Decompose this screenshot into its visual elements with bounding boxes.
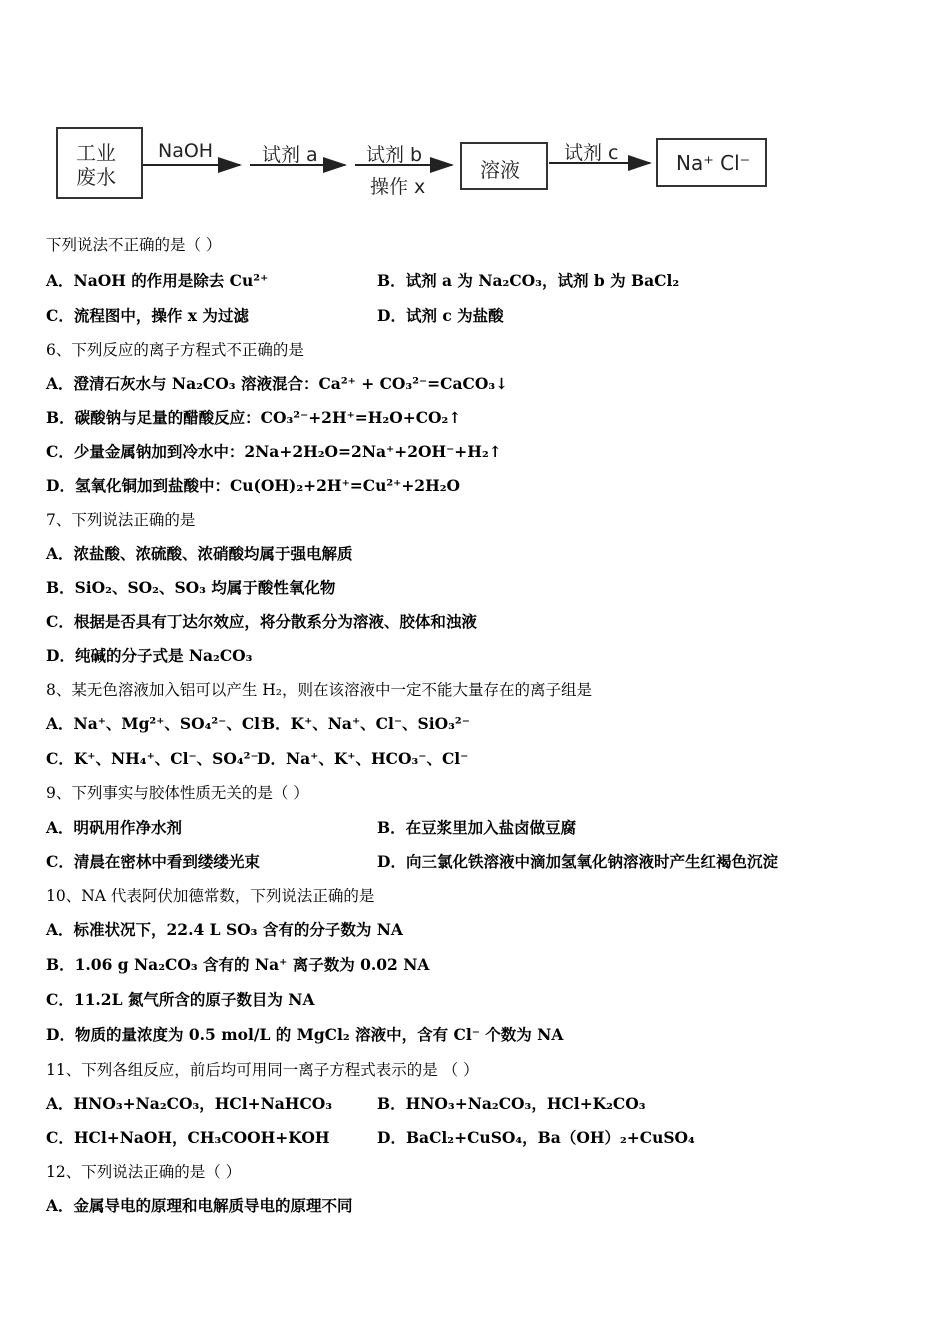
q10-stem: 10、NA 代表阿伏加德常数，下列说法正确的是 xyxy=(46,887,375,905)
q9-option-a: A．明矾用作净水剂 xyxy=(46,818,183,837)
q11-stem: 11、下列各组反应，前后均可用同一离子方程式表示的是 （ ） xyxy=(46,1061,479,1079)
q5-stem: 下列说法不正确的是（ ） xyxy=(46,236,222,254)
q8-stem: 8、某无色溶液加入铝可以产生 H₂，则在该溶液中一定不能大量存在的离子组是 xyxy=(46,681,593,699)
q9-option-b: B．在豆浆里加入盐卤做豆腐 xyxy=(377,818,577,837)
q8-option-d: D．Na⁺、K⁺、HCO₃⁻、Cl⁻ xyxy=(257,749,469,768)
q7-stem: 7、下列说法正确的是 xyxy=(46,511,196,529)
q8-option-c: C．K⁺、NH₄⁺、Cl⁻、SO₄²⁻ xyxy=(46,749,259,768)
q5-option-b: B．试剂 a 为 Na₂CO₃，试剂 b 为 BaCl₂ xyxy=(377,271,680,290)
q7-option-a: A．浓盐酸、浓硫酸、浓硝酸均属于强电解质 xyxy=(46,544,353,563)
q6-stem: 6、下列反应的离子方程式不正确的是 xyxy=(46,341,304,359)
q11-option-c: C．HCl+NaOH，CH₃COOH+KOH xyxy=(46,1128,330,1147)
q6-option-c: C．少量金属钠加到冷水中：2Na+2H₂O=2Na⁺+2OH⁻+H₂↑ xyxy=(46,442,502,461)
label-reagent-c: 试剂 c xyxy=(564,142,619,164)
q11-option-d: D．BaCl₂+CuSO₄，Ba（OH）₂+CuSO₄ xyxy=(377,1128,695,1147)
q12-option-a: A．金属导电的原理和电解质导电的原理不同 xyxy=(46,1196,353,1215)
box-product xyxy=(656,138,767,187)
box-solution xyxy=(460,142,548,190)
q6-option-b: B．碳酸钠与足量的醋酸反应：CO₃²⁻+2H⁺=H₂O+CO₂↑ xyxy=(46,408,462,427)
box-wastewater-label: 废水 xyxy=(76,165,116,189)
q6-option-d: D．氢氧化铜加到盐酸中：Cu(OH)₂+2H⁺=Cu²⁺+2H₂O xyxy=(46,476,461,495)
q7-option-d: D．纯碱的分子式是 Na₂CO₃ xyxy=(46,646,253,665)
process-flowchart xyxy=(0,0,950,230)
q9-option-c: C．清晨在密林中看到缕缕光束 xyxy=(46,852,260,871)
q9-stem: 9、下列事实与胶体性质无关的是（ ） xyxy=(46,784,309,802)
q5-option-a: A．NaOH 的作用是除去 Cu²⁺ xyxy=(46,271,269,290)
q8-option-b: B．K⁺、Na⁺、Cl⁻、SiO₃²⁻ xyxy=(262,714,470,733)
q5-option-c: C．流程图中，操作 x 为过滤 xyxy=(46,306,249,325)
q11-option-b: B．HNO₃+Na₂CO₃，HCl+K₂CO₃ xyxy=(377,1094,646,1113)
q7-option-b: B．SiO₂、SO₂、SO₃ 均属于酸性氧化物 xyxy=(46,578,336,597)
q6-option-a: A．澄清石灰水与 Na₂CO₃ 溶液混合：Ca²⁺ + CO₃²⁻=CaCO₃↓ xyxy=(46,374,509,393)
label-operation-x: 操作 x xyxy=(370,176,426,198)
q10-option-d: D．物质的量浓度为 0.5 mol/L 的 MgCl₂ 溶液中，含有 Cl⁻ 个数为 NA xyxy=(46,1025,564,1044)
box-industrial-label: 工业 xyxy=(76,141,116,165)
box-industrial-wastewater xyxy=(56,127,143,199)
q7-option-c: C．根据是否具有丁达尔效应，将分散系分为溶液、胶体和浊液 xyxy=(46,612,477,631)
q9-option-d: D．向三氯化铁溶液中滴加氢氧化钠溶液时产生红褐色沉淀 xyxy=(377,852,778,871)
label-reagent-a: 试剂 a xyxy=(262,144,318,166)
box-product-label: Na⁺ Cl⁻ xyxy=(676,151,751,175)
label-reagent-b: 试剂 b xyxy=(366,144,423,166)
box-solution-label: 溶液 xyxy=(480,158,520,182)
q8-option-a: A．Na⁺、Mg²⁺、SO₄²⁻、Cl⁻ xyxy=(46,714,269,733)
q5-option-d: D．试剂 c 为盐酸 xyxy=(377,306,504,325)
q12-stem: 12、下列说法正确的是（ ） xyxy=(46,1163,242,1181)
q10-option-b: B．1.06 g Na₂CO₃ 含有的 Na⁺ 离子数为 0.02 NA xyxy=(46,955,430,974)
label-naoh: NaOH xyxy=(158,140,214,162)
q10-option-c: C．11.2L 氮气所含的原子数目为 NA xyxy=(46,990,315,1009)
q10-option-a: A．标准状况下，22.4 L SO₃ 含有的分子数为 NA xyxy=(46,920,403,939)
q11-option-a: A．HNO₃+Na₂CO₃，HCl+NaHCO₃ xyxy=(46,1094,333,1113)
